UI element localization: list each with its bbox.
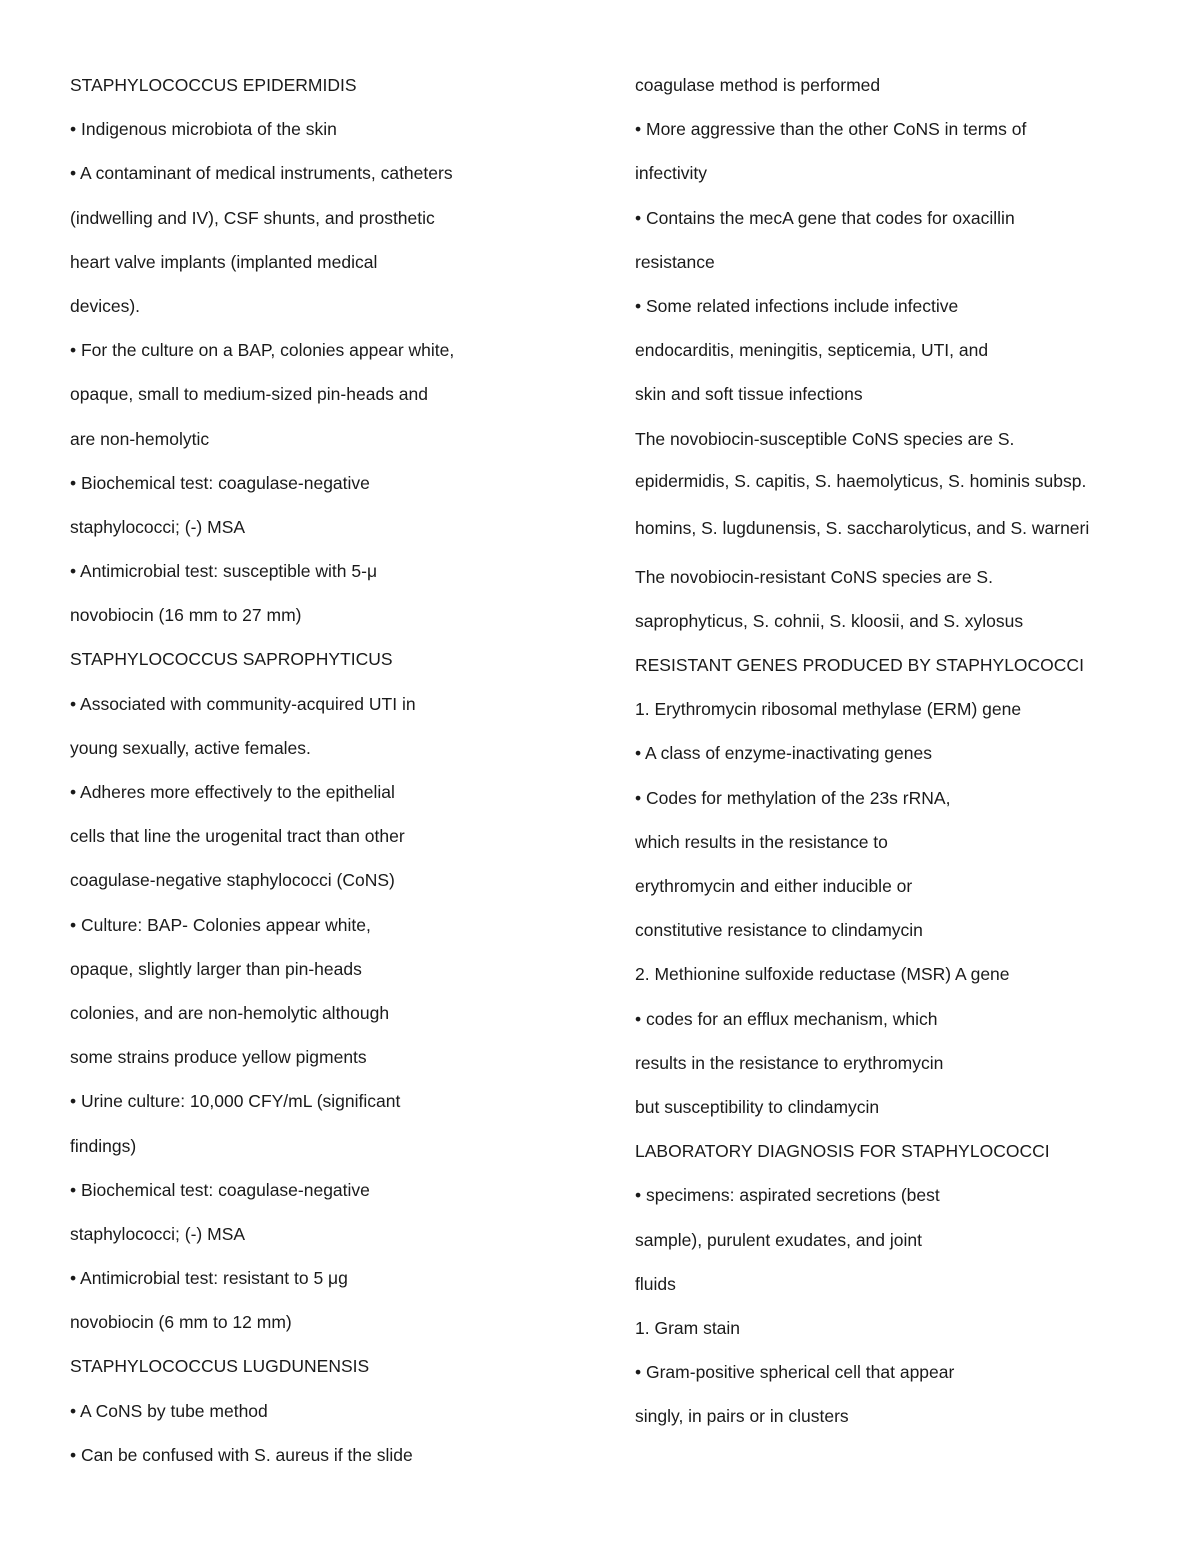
right-column-line: fluids [635,1273,676,1294]
left-column-line: opaque, small to medium-sized pin-heads and [70,384,428,405]
right-column-line: • specimens: aspirated secretions (best [635,1185,940,1206]
right-column-line: resistance [635,251,715,272]
right-column-line: The novobiocin-resistant CoNS species are S. [635,566,993,587]
right-column-line: homins, S. lugdunensis, S. saccharolyticus, and S. warneri [635,517,1090,538]
right-column-line: • Some related infections include infective [635,295,959,316]
left-column-line: (indwelling and IV), CSF shunts, and prosthetic [70,207,435,228]
right-column-line: RESISTANT GENES PRODUCED BY STAPHYLOCOCCI [635,655,1084,676]
right-column-line: skin and soft tissue infections [635,384,863,405]
right-column-line: epidermidis, S. capitis, S. haemolyticus, S. hominis subsp. [635,470,1087,491]
left-column-line: are non-hemolytic [70,428,210,449]
left-column-line: novobiocin (6 mm to 12 mm) [70,1312,292,1333]
right-column-line: LABORATORY DIAGNOSIS FOR STAPHYLOCOCCI [635,1141,1050,1162]
right-column-line: 2. Methionine sulfoxide reductase (MSR) A gene [635,964,1010,985]
right-column-line: • A class of enzyme-inactivating genes [635,743,932,764]
right-column [635,70,1115,1445]
right-column-line: infectivity [635,163,707,184]
right-column-line: erythromycin and either inducible or [635,876,913,896]
right-column-line: coagulase method is performed [635,75,881,95]
right-column-line: constitutive resistance to clindamycin [635,920,923,941]
left-column-line: • Antimicrobial test: susceptible with 5-μ [70,561,378,582]
right-column-line: endocarditis, meningitis, septicemia, UTI, and [635,340,989,361]
left-column-line: novobiocin (16 mm to 27 mm) [70,605,302,626]
left-column-line: devices). [70,295,141,316]
right-column-line: • Contains the mecA gene that codes for oxacillin [635,207,1015,228]
left-column-line: opaque, slightly larger than pin-heads [70,958,362,979]
left-column-line: STAPHYLOCOCCUS EPIDERMIDIS [70,75,357,95]
left-column-line: • Culture: BAP- Colonies appear white, [70,914,371,935]
left-column-line: STAPHYLOCOCCUS SAPROPHYTICUS [70,649,393,670]
right-column-line: 1. Gram stain [635,1317,741,1338]
right-column-line: • Codes for methylation of the 23s rRNA, [635,787,951,808]
right-column-line: • Gram-positive spherical cell that appear [635,1362,955,1383]
right-column-line: but susceptibility to clindamycin [635,1096,880,1117]
left-column-line: • Can be confused with S. aureus if the slide [70,1444,413,1465]
right-column-line: saprophyticus, S. cohnii, S. kloosii, and S. xylosus [635,610,1024,631]
left-column-line: staphylococci; (-) MSA [70,1223,246,1244]
left-column [70,70,570,1484]
left-column-line: • Antimicrobial test: resistant to 5 μg [70,1268,348,1289]
left-column-line: staphylococci; (-) MSA [70,516,246,537]
left-column-line: colonies, and are non-hemolytic although [70,1002,390,1023]
left-column-line: heart valve implants (implanted medical [70,251,378,272]
left-column-line: cells that line the urogenital tract than other [70,826,405,847]
left-column-line: • Biochemical test: coagulase-negative [70,1179,370,1200]
right-column-line: which results in the resistance to [635,831,888,852]
right-column-line: • More aggressive than the other CoNS in terms of [635,119,1027,140]
right-column-line: singly, in pairs or in clusters [635,1406,849,1427]
right-column-line: sample), purulent exudates, and joint [635,1229,922,1250]
left-column-line: STAPHYLOCOCCUS LUGDUNENSIS [70,1356,370,1377]
left-column-line: • Urine culture: 10,000 CFY/mL (significant [70,1091,401,1112]
right-column-line: 1. Erythromycin ribosomal methylase (ERM) gene [635,699,1022,720]
right-column-line: The novobiocin-susceptible CoNS species are S. [635,428,1015,449]
left-column-line: • Associated with community-acquired UTI in [70,693,416,714]
right-column-line: results in the resistance to erythromycin [635,1052,944,1073]
left-column-line: • Adheres more effectively to the epithelial [70,782,395,802]
left-column-line: findings) [70,1135,137,1156]
left-column-line: young sexually, active females. [70,737,311,758]
left-column-line: some strains produce yellow pigments [70,1047,367,1068]
left-column-line: • Indigenous microbiota of the skin [70,119,337,140]
left-column-line: • A CoNS by tube method [70,1400,268,1421]
left-column-line: • A contaminant of medical instruments, catheters [70,163,453,184]
right-column-line: • codes for an efflux mechanism, which [635,1008,938,1029]
left-column-line: • For the culture on a BAP, colonies appear white, [70,340,455,361]
left-column-line: coagulase-negative staphylococci (CoNS) [70,870,395,891]
left-column-line: • Biochemical test: coagulase-negative [70,472,370,493]
